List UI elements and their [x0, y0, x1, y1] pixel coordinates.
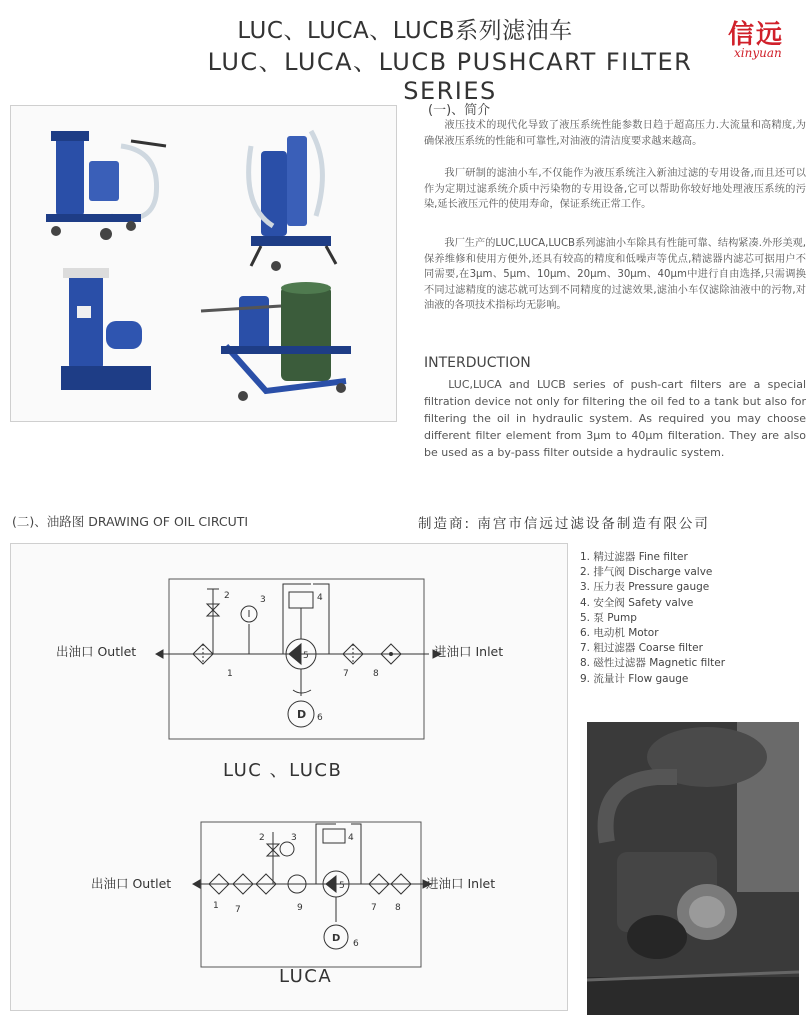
luca-safety-valve-symbol — [323, 829, 345, 843]
legend-item: 9. 流量计 Flow gauge — [580, 672, 689, 685]
brand-logo — [722, 14, 802, 66]
product-photos-illustration — [11, 106, 396, 421]
luca-outlet-label: 出油口 Outlet — [91, 876, 172, 891]
legend-item: 3. 压力表 Pressure gauge — [580, 581, 710, 594]
oil-circuit-diagram — [10, 543, 568, 1011]
intro-paragraph-2: 我厂研制的滤油小车,不仅能作为液压系统注入新油过滤的专用设备,而且还可以作为定期过滤系统介质中污染物的专用设备,它可以帮助你较好地处理液压系统的污染,延长液压元件的使用寿命，保证系统正常工作。 — [424, 168, 806, 210]
luc-number-8: 8 — [373, 669, 379, 679]
legend-item: 2. 排气阀 Discharge valve — [580, 566, 713, 579]
legend-item: 8. 磁性过滤器 Magnetic filter — [580, 657, 726, 670]
page-title-en: LUC、LUCA、LUCB PUSHCART FILTER SERIES — [207, 48, 693, 105]
legend-item: 7. 粗过滤器 Coarse filter — [580, 642, 703, 655]
pump-closeup-illustration — [587, 722, 799, 1015]
luc-number-4: 4 — [317, 593, 323, 603]
intro-paragraph-3: 我厂生产的LUC,LUCA,LUCB系列滤油小车除具有性能可靠、结构紧凑.外形美观,保养维修和使用方便外,还具有较高的精度和低噪声等优点,精滤器内滤芯可据用户不同需要,在3μm、5μm、10μm、20μm、30μm、40μm中进行自由选择,只需调换不同过滤精度的滤芯就可达到不同精度的过滤效果,滤油小车仅滤除油液中的污物,对油液的各项技术指标均无影响。 — [424, 238, 806, 311]
luca-number-6: 6 — [353, 939, 359, 949]
intro-heading-en: INTERDUCTION — [424, 355, 531, 371]
component-legend — [580, 550, 725, 687]
luca-number-4: 4 — [348, 833, 354, 843]
page-title-cn: LUC、LUCA、LUCB系列滤油车 — [237, 18, 573, 44]
luca-number-5: 5 — [339, 881, 345, 891]
luca-number-8: 8 — [395, 903, 401, 913]
luc-inlet-label: 进油口 Inlet — [434, 644, 504, 659]
cart-photo-4 — [201, 282, 351, 401]
luca-number-7a: 7 — [235, 905, 241, 915]
manufacturer-name: 制造商: 南宫市信远过滤设备制造有限公司 — [418, 516, 710, 532]
legend-item: 4. 安全阀 Safety valve — [580, 596, 694, 609]
luc-motor-letter: D — [297, 708, 307, 721]
luc-number-6: 6 — [317, 713, 323, 723]
circuit-svg — [11, 544, 567, 1010]
legend-item: 6. 电动机 Motor — [580, 627, 659, 640]
luc-number-2: 2 — [224, 591, 230, 601]
luca-motor-letter: D — [332, 933, 341, 944]
luca-number-3: 3 — [291, 833, 297, 843]
circuit-section-heading: (二)、油路图 DRAWING OF OIL CIRCUTI — [12, 514, 249, 529]
legend-item: 5. 泵 Pump — [580, 611, 637, 624]
product-photos — [10, 105, 397, 422]
luca-number-7b: 7 — [371, 903, 377, 913]
safety-valve-symbol — [289, 592, 313, 608]
luc-number-1: 1 — [227, 669, 233, 679]
cart-photo-2 — [249, 131, 336, 271]
logo-text-cn: 信远 — [728, 20, 785, 50]
intro-paragraph-1: 液压技术的现代化导致了液压系统性能参数日趋于超高压力.大流量和高精度,为确保液压系统的性能和可靠性,对油液的清洁度要求越来越高。 — [424, 120, 806, 147]
luca-inlet-label: 进油口 Inlet — [426, 876, 496, 891]
luca-number-9: 9 — [297, 903, 303, 913]
luca-circuit — [193, 822, 431, 967]
luc-number-3: 3 — [260, 595, 266, 605]
luc-caption: LUC 、LUCB — [223, 760, 343, 781]
legend-item: 1. 精过滤器 Fine filter — [580, 551, 688, 563]
luc-number-5: 5 — [303, 651, 309, 661]
luca-number-1: 1 — [213, 901, 219, 911]
luc-number-7: 7 — [343, 669, 349, 679]
logo-text-pinyin: xinyuan — [734, 46, 782, 60]
cart-photo-1 — [46, 131, 166, 240]
cart-photo-3 — [61, 268, 151, 390]
luc-outlet-label: 出油口 Outlet — [56, 644, 137, 659]
intro-heading-cn: (一)、简介 — [428, 103, 491, 118]
luca-pressure-gauge-symbol — [280, 842, 294, 856]
luca-number-2: 2 — [259, 833, 265, 843]
intro-paragraph-en: LUC,LUCA and LUCB series of push-cart filters are a special filtration device not only for filtering the oil fed to a tank but also for filtering the oil in hydraulic system. As required you may choose different filter element from 3μm to 40μm filteration. They are also be used as a by-pass filter outside a hydraulic system. — [424, 378, 806, 459]
luca-caption: LUCA — [279, 966, 333, 987]
pump-closeup-photo — [587, 722, 799, 1015]
